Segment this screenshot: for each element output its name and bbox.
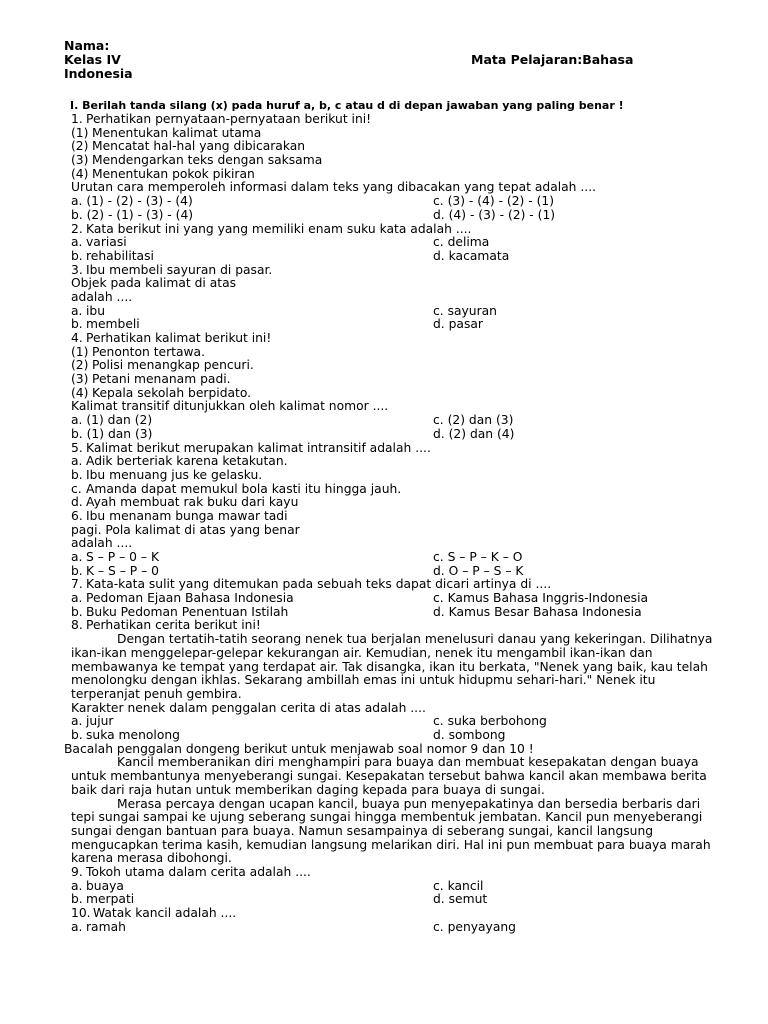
options-row [0,565,768,579]
story-paragraph [71,633,721,702]
question-3 [0,264,768,278]
option-letter: b. [71,317,83,332]
option-c: c. penyayang [433,919,516,934]
question-list [0,113,768,934]
question-number: 8. [71,618,83,633]
options-row [0,606,768,620]
story-text: Dengan tertatih-tatih seorang nenek tua berjalan menelusuri danau yang kekeringan. Dilihatnya ikan-ikan menggelepar-gelepar kekurangan air. Kemudian, nenek itu mengambil ikan-ikan dan membawanya ke tempat yang terdapat air. Tak disangka, ikan itu berkata, "Nenek yang baik, kau telah menolongku dengan ikhlas. Sekarang ambillah emas ini untuk hidupmu sehari-hari." Nenek itu terperanjat penuh gembira. [71,632,713,701]
option-b: Ibu menuang jus ke gelasku. [86,467,263,482]
options-row [0,455,768,469]
question-number: 4. [71,331,83,345]
option-a: S – P – 0 – K [86,550,160,564]
option-d: Ayah membuat rak buku dari kayu [86,495,299,510]
option-c: c. Kamus Bahasa Inggris-Indonesia [433,591,649,606]
option-b: K – S – P – 0 [86,563,160,578]
options-row [0,236,768,250]
question-10 [0,907,768,921]
item-text: Penonton tertawa. [92,344,206,359]
option-letter: a. [71,454,83,469]
options-row [0,551,768,565]
option-letter: a. [71,303,83,318]
option-a: Adik berteriak karena ketakutan. [86,454,288,469]
option-a: jujur [86,714,114,729]
option-letter: c. [71,481,82,496]
options-row [0,715,768,729]
question-7 [0,578,768,592]
option-b: Buku Pedoman Penentuan Istilah [86,604,289,619]
name-label: Nama: [64,38,110,53]
question-2 [0,223,768,237]
paragraph-text: Merasa percaya dengan ucapan kancil, buaya pun menyepakatinya dan bersedia berbaris dari tepi sungai sampai ke ujung seberang sungai hingga membentuk jembatan. Kancil pun menyeberangi sungai dengan bantuan para buaya. Namun sesampainya di seberang sungai, kancil langsung mengucapkan terima kasih, kemudian langsung melarikan diri. Hal ini pun membuat para buaya marah karena merasa dibohongi. [71,796,711,866]
item-number: (1) [71,125,89,140]
question-number: 9. [71,865,83,880]
question-number: 10. [71,906,91,921]
options-row [0,483,768,497]
question-text: Tokoh utama dalam cerita adalah .... [86,865,311,880]
options-row [0,592,768,606]
item-text: Kepala sekolah berpidato. [92,385,252,400]
question-4 [0,332,768,346]
question-1 [0,113,768,127]
option-b: suka menolong [86,728,180,743]
option-c: c. suka berbohong [433,714,547,729]
options-row [0,195,768,209]
options-row [0,921,768,935]
passage-paragraph-1 [71,756,721,797]
question-text: Kalimat berikut merupakan kalimat intransitif adalah .... [86,440,431,455]
question-text: Perhatikan cerita berikut ini! [86,618,261,633]
list-item [0,154,768,168]
option-letter: a. [71,591,83,606]
option-c: c. S – P – K – O [433,550,523,564]
question-line [0,537,768,551]
item-text: Menentukan kalimat utama [92,125,262,140]
options-row [0,414,768,428]
option-b: b. (2) - (1) - (3) - (4) [71,207,194,222]
option-letter: a. [71,919,83,934]
item-number: (1) [71,344,89,359]
option-b: rehabilitasi [86,248,154,263]
subject-continuation: Indonesia [64,66,133,81]
option-a: buaya [86,878,124,893]
option-c: c. (3) - (4) - (2) - (1) [433,194,555,209]
option-d: d. pasar [433,317,483,332]
options-row [0,428,768,442]
option-d: d. kacamata [433,248,510,263]
question-5 [0,442,768,456]
question-number: 2. [71,221,83,236]
item-number: (2) [71,139,89,154]
question-text: Kata berikut ini yang yang memiliki enam suku kata adalah .... [86,221,472,236]
option-letter: b. [71,604,83,619]
intro-text: Bacalah penggalan dongeng berikut untuk menjawab soal nomor 9 dan 10 ! [64,741,534,756]
question-text: pagi. Pola kalimat di atas yang benar [71,522,300,537]
options-row [0,209,768,223]
stem-text: Karakter nenek dalam penggalan cerita di atas adalah .... [71,700,426,715]
item-text: Mencatat hal-hal yang dibicarakan [92,139,306,154]
list-item [0,359,768,373]
question-text: Perhatikan kalimat berikut ini! [86,331,272,345]
option-d: d. sombong [433,728,506,743]
question-line [0,277,768,291]
question-number: 3. [71,262,83,277]
stem-text: Kalimat transitif ditunjukkan oleh kalimat nomor .... [71,399,389,414]
option-a: variasi [86,235,127,250]
option-a: a. (1) dan (2) [71,413,153,428]
list-item [0,373,768,387]
paragraph-text: Kancil memberanikan diri menghampiri para buaya dan membuat kesepakatan dengan buaya untuk membantunya menyeberangi sungai. Kesepakatan tersebut bahwa kancil akan membawa berita baik dari raja hutan untuk memberikan daging kepada para buaya di sungai. [71,755,707,797]
question-line [0,524,768,538]
item-number: (2) [71,358,89,373]
option-a: ramah [86,919,126,934]
list-item [0,387,768,401]
option-c: c. (2) dan (3) [433,413,514,428]
question-text: Kata-kata sulit yang ditemukan pada sebuah teks dapat dicari artinya di .... [86,577,552,592]
stem-text: Urutan cara memperoleh informasi dalam teks yang dibacakan yang tepat adalah .... [71,180,597,195]
question-stem [0,400,768,414]
option-d: d. Kamus Besar Bahasa Indonesia [433,604,642,619]
options-row [0,496,768,510]
item-number: (3) [71,372,89,387]
option-letter: b. [71,892,83,907]
option-d: d. semut [433,892,488,907]
list-item [0,168,768,182]
option-a: Pedoman Ejaan Bahasa Indonesia [86,591,294,606]
question-text: Ibu membeli sayuran di pasar. [86,262,273,277]
option-d: d. (2) dan (4) [433,426,515,441]
option-c: c. delima [433,235,490,250]
question-stem [0,181,768,195]
options-row [0,250,768,264]
item-text: Menentukan pokok pikiran [92,166,255,181]
option-d: d. (4) - (3) - (2) - (1) [433,207,556,222]
item-number: (4) [71,166,89,181]
option-c: c. sayuran [433,303,497,318]
question-text: adalah .... [71,536,133,551]
options-row [0,318,768,332]
option-c: c. kancil [433,878,484,893]
options-row [0,305,768,319]
class-label: Kelas IV [64,52,121,67]
list-item [0,127,768,141]
item-text: Petani menanam padi. [92,372,231,387]
question-9 [0,866,768,880]
option-letter: b. [71,467,83,482]
list-item [0,140,768,154]
question-line [0,291,768,305]
option-letter: b. [71,728,83,743]
options-row [0,469,768,483]
option-letter: a. [71,878,83,893]
question-text: Perhatikan pernyataan-pernyataan berikut ini! [86,112,372,126]
item-number: (3) [71,153,89,168]
subject-label: Mata Pelajaran:Bahasa [471,52,634,67]
options-row [0,893,768,907]
option-letter: a. [71,550,83,564]
option-b: merpati [86,892,135,907]
question-stem [0,702,768,716]
option-letter: a. [71,714,83,729]
item-text: Mendengarkan teks dengan saksama [92,153,323,168]
option-c: Amanda dapat memukul bola kasti itu hingga jauh. [86,481,402,496]
list-item [0,346,768,360]
options-row [0,729,768,743]
option-letter: a. [71,235,83,250]
question-number: 6. [71,508,83,523]
question-number: 7. [71,577,83,592]
question-8 [0,619,768,633]
question-text: Ibu menanam bunga mawar tadi [86,508,288,523]
option-d: d. O – P – S – K [433,563,524,578]
option-letter: b. [71,563,83,578]
question-number: 5. [71,440,83,455]
options-row [0,880,768,894]
option-b: b. (1) dan (3) [71,426,153,441]
item-text: Polisi menangkap pencuri. [92,358,254,373]
passage-intro [0,743,768,757]
option-letter: b. [71,248,83,263]
question-6 [0,510,768,524]
option-b: membeli [86,317,140,332]
question-text: Objek pada kalimat di atas [71,276,237,291]
instruction: I. Berilah tanda silang (x) pada huruf a, b, c atau d di depan jawaban yang paling benar ! [70,99,624,112]
option-a: ibu [86,303,106,318]
passage-paragraph-2 [71,798,721,867]
option-a: a. (1) - (2) - (3) - (4) [71,194,193,209]
option-letter: d. [71,495,83,510]
question-text: Watak kancil adalah .... [93,906,237,921]
question-text: adalah .... [71,289,133,304]
item-number: (4) [71,385,89,400]
question-number: 1. [71,112,83,126]
